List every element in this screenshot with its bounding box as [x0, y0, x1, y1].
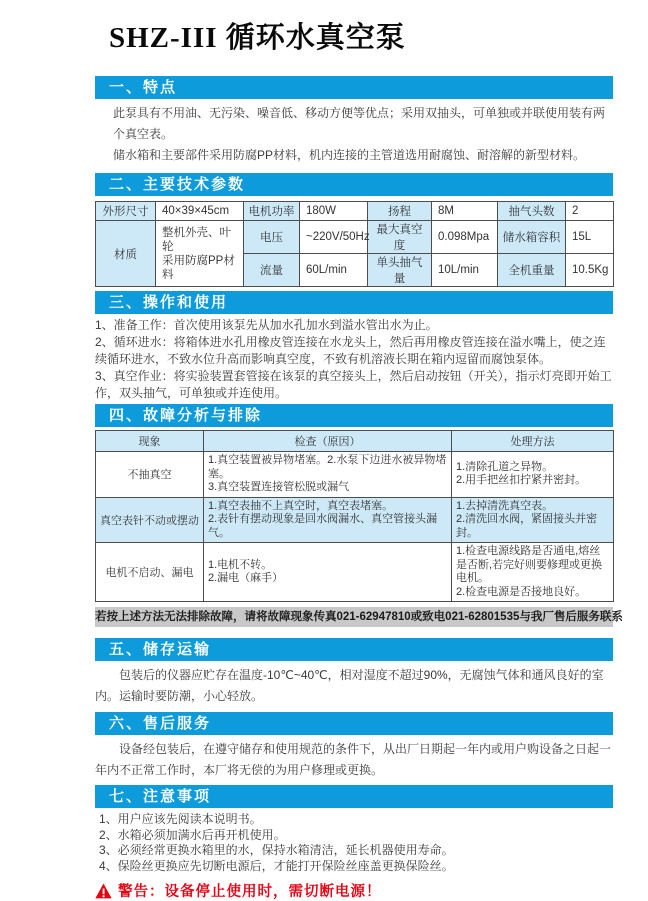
fault-remedy	[452, 497, 614, 543]
operation-list	[95, 317, 613, 402]
features-line: 储水箱和主要部件采用防腐PP材料，机内连接的主管道选用耐腐蚀、耐溶解的新型材料。	[113, 148, 586, 162]
spec-value: ~220V/50Hz	[300, 221, 368, 254]
operation-item: 3、真空作业：将实验装置套管接在该泵的真空接头上，然后启动按钮（开关），指示灯亮即开始工作，双头抽气，可单独或并连使用。	[95, 369, 612, 400]
warning-icon	[95, 883, 112, 899]
caution-item: 4、保险丝更换应先切断电源后，才能打开保险丝座盖更换保险丝。	[99, 858, 454, 873]
features-line: 此泵具有不用油、无污染、噪音低、移动方便等优点；采用双抽头，可单独或并联使用装有两个真空表。	[113, 106, 606, 141]
cautions-list	[95, 812, 613, 874]
section-heading-storage: 五、储存运输	[95, 638, 613, 661]
manual-content	[95, 0, 623, 901]
service-contact-note: 若按上述方法无法排除故障，请将故障现象传真021-62947810或致电021-62801535与我厂售后服务联系	[95, 607, 613, 627]
fault-check-line: 1.真空装置被异物堵塞。2.水泵下边进水被异物堵塞。	[208, 454, 447, 480]
spec-label: 扬程	[368, 202, 432, 221]
fault-check	[204, 497, 452, 543]
caution-item: 2、水箱必须加满水后再开机使用。	[99, 827, 286, 842]
fault-row	[96, 452, 614, 498]
fault-check	[204, 543, 452, 602]
spec-value	[156, 221, 244, 287]
fault-symptom: 电机不启动、漏电	[96, 543, 204, 602]
spec-value: 2	[566, 202, 614, 221]
spec-row	[96, 202, 614, 221]
spec-value-line: 整机外壳、叶轮	[162, 226, 231, 253]
fault-remedy	[452, 543, 614, 602]
spec-value: 10L/min	[432, 254, 498, 287]
fault-check	[204, 452, 452, 498]
fault-remedy-line: 1.去掉清洗真空表。	[456, 499, 554, 512]
fault-symptom: 真空表针不动或摆动	[96, 497, 204, 543]
spec-value: 15L	[566, 221, 614, 254]
section-heading-faults: 四、故障分析与排除	[95, 404, 613, 427]
fault-col-symptom: 现象	[96, 431, 204, 452]
spec-label: 材质	[96, 221, 156, 287]
caution-item: 1、用户应该先阅读本说明书。	[99, 812, 262, 826]
fault-remedy-line: 1.检查电源线路是否通电,熔丝是否断,若完好则要修理或更换电机。	[456, 545, 603, 584]
spec-label: 抽气头数	[498, 202, 566, 221]
spec-table	[95, 201, 614, 287]
page-title: SHZ-III 循环水真空泵	[109, 22, 406, 54]
spec-label: 全机重量	[498, 254, 566, 287]
spec-value: 8M	[432, 202, 498, 221]
fault-remedy-line: 2.检查电源是否接地良好。	[456, 585, 587, 598]
spec-value: 180W	[300, 202, 368, 221]
fault-table	[95, 430, 614, 602]
fault-col-check: 检查（原因）	[204, 431, 452, 452]
spec-row	[96, 221, 614, 254]
spec-value: 0.098Mpa	[432, 221, 498, 254]
section-heading-cautions: 七、注意事项	[95, 785, 613, 808]
fault-row	[96, 543, 614, 602]
section-heading-operation: 三、操作和使用	[95, 291, 613, 314]
fault-remedy-line: 2.清洗回水阀，紧固接头并密封。	[456, 513, 598, 539]
fault-symptom: 不抽真空	[96, 452, 204, 498]
fault-remedy	[452, 452, 614, 498]
operation-item: 2、循环进水：将箱体进水孔用橡皮管连接在水龙头上，然后再用橡皮管连接在溢水嘴上，使之连续循环进水，不致水位升高而影响真空度，不致有机溶液长期在箱内逗留而腐蚀泵体。	[95, 335, 606, 366]
section-heading-specs: 二、主要技术参数	[95, 173, 613, 196]
fault-check-line: 2.漏电（麻手）	[208, 572, 284, 584]
fault-row	[96, 497, 614, 543]
spec-label: 外形尺寸	[96, 202, 156, 221]
fault-col-remedy: 处理方法	[452, 431, 614, 452]
fault-check-line: 2.表针有摆动现象是回水阀漏水、真空管接头漏气。	[208, 513, 438, 539]
spec-label: 电机功率	[244, 202, 300, 221]
operation-item: 1、准备工作：首次使用该泵先从加水孔加水到溢水管出水为止。	[95, 318, 438, 332]
caution-item: 3、必须经常更换水箱里的水，保持水箱清洁，延长机器使用寿命。	[99, 843, 454, 857]
fault-remedy-line: 2.用手把丝扣拧紧并密封。	[456, 474, 587, 487]
section-heading-service: 六、售后服务	[95, 712, 613, 735]
warning-text: 警告：设备停止使用时，需切断电源！	[118, 884, 382, 900]
spec-value: 10.5Kg	[566, 254, 614, 287]
fault-header-row	[96, 431, 614, 452]
service-text: 设备经包装后，在遵守储存和使用规范的条件下，从出厂日期起一年内或用户购设备之日起一年内不正常工作时，本厂将无偿的为用户修理或更换。	[95, 742, 612, 777]
spec-label: 储水箱容积	[498, 221, 566, 254]
fault-check-line: 1.真空表抽不上真空时，真空表堵塞。	[208, 499, 394, 512]
storage-text: 包装后的仪器应贮存在温度-10℃~40℃，相对湿度不超过90%，无腐蚀气体和通风良好的室内。运输时要防潮，小心轻放。	[95, 668, 604, 703]
spec-value: 40×39×45cm	[156, 202, 244, 221]
spec-value-line: 采用防腐PP材料	[162, 254, 235, 281]
spec-label: 最大真空度	[368, 221, 432, 254]
spec-value: 60L/min	[300, 254, 368, 287]
section-heading-features: 一、特点	[95, 76, 613, 99]
spec-label: 流量	[244, 254, 300, 287]
spec-label: 电压	[244, 221, 300, 254]
fault-remedy-line: 1.清除孔道之异物。	[456, 460, 554, 473]
warning-banner	[95, 880, 613, 901]
features-text	[113, 103, 607, 166]
fault-check-line: 3.真空装置连接管松脱或漏气	[208, 481, 350, 493]
fault-check-line: 1.电机不转。	[208, 558, 273, 571]
spec-label: 单头抽气量	[368, 254, 432, 287]
